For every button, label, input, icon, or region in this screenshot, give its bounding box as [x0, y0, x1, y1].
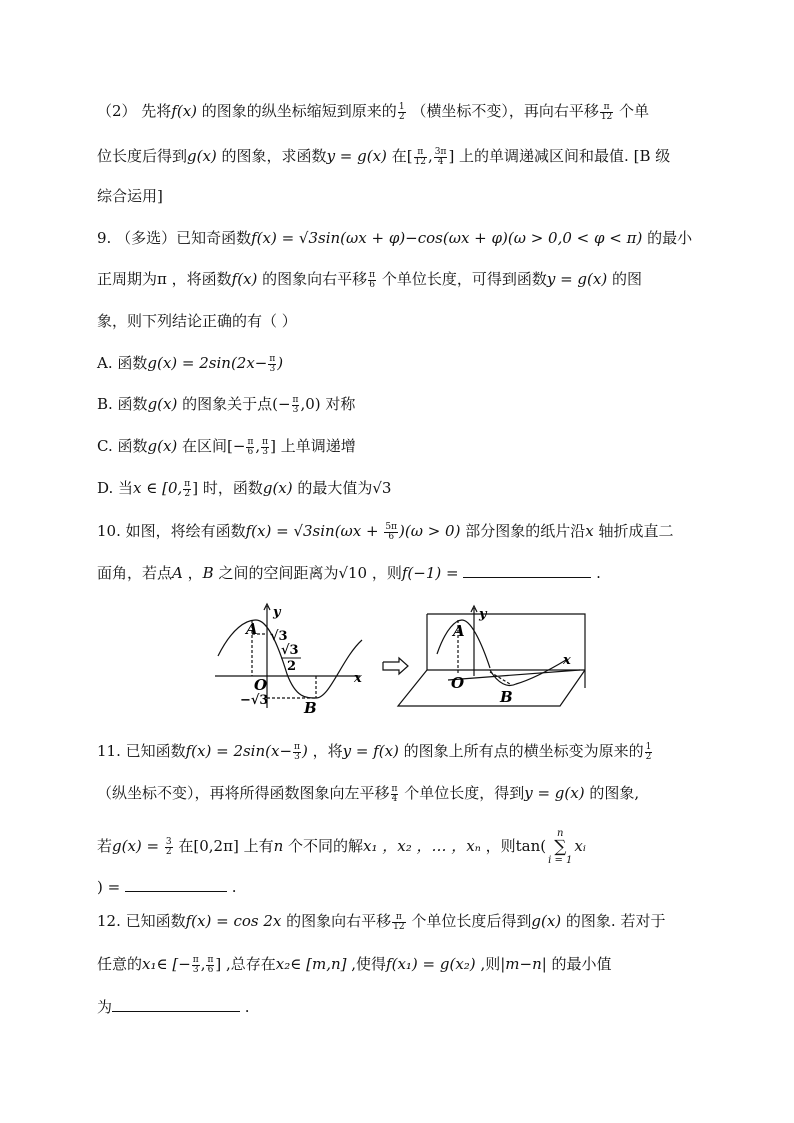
text: ，则tan(	[480, 837, 547, 855]
text: xᵢ	[574, 837, 586, 855]
text: 4	[437, 156, 444, 167]
fraction	[600, 103, 613, 122]
text: C. 函数	[97, 437, 148, 455]
text: （2） 先将	[97, 102, 172, 120]
text: A	[172, 564, 183, 582]
text: g(x)	[531, 912, 562, 930]
text: n	[557, 828, 564, 839]
text: 3	[262, 446, 268, 457]
answer-blank[interactable]	[112, 997, 240, 1012]
fraction	[398, 103, 406, 122]
math-ygx: y = g(x)	[326, 147, 387, 165]
text: .	[240, 998, 250, 1016]
text: 6	[207, 964, 214, 975]
text: π	[262, 436, 269, 447]
text: 10. 如图，将绘有函数	[97, 522, 246, 540]
text: ,	[428, 147, 433, 165]
text: y = f(x)	[342, 742, 399, 760]
q11-line1	[97, 740, 653, 762]
text: 的图象向右平移	[281, 912, 392, 930]
text: 个单位长度，得到	[399, 784, 525, 802]
summation	[548, 828, 572, 866]
q8-part2-line1	[97, 100, 649, 122]
fraction	[293, 743, 301, 762]
text: f(x) = 2sin(x−	[185, 742, 293, 760]
fraction	[391, 785, 399, 804]
text: 6	[388, 531, 395, 542]
text: 3	[192, 964, 199, 975]
text: 的图象的纵坐标缩短到原来的	[197, 102, 397, 120]
fraction	[206, 956, 214, 975]
q9-line2	[97, 268, 642, 290]
q8-part2-line2	[97, 145, 670, 167]
text: 在[0,2π] 上有	[173, 837, 274, 855]
label-A: A	[453, 622, 465, 640]
q9-line1	[97, 227, 692, 249]
text: 1	[398, 101, 405, 112]
fraction	[434, 148, 448, 167]
arrow-icon	[383, 658, 408, 674]
text: ，将	[307, 742, 343, 760]
fraction	[384, 523, 398, 542]
text: ∑	[554, 837, 567, 857]
label-O: O	[254, 676, 268, 694]
text: .	[591, 564, 601, 582]
text: 在区间[−	[177, 437, 246, 455]
fraction	[292, 396, 300, 415]
text: 为	[97, 998, 113, 1016]
text: 面角，若点	[97, 564, 173, 582]
text: 12	[414, 156, 426, 167]
text: ] ,总存在	[215, 955, 276, 973]
label-x: x	[563, 653, 571, 668]
text: ,0) 对称	[300, 395, 356, 413]
q8-part2-line3	[97, 185, 163, 207]
text: 的图	[607, 270, 642, 288]
label-sqrt3: √3	[270, 629, 288, 644]
answer-blank[interactable]	[125, 877, 227, 892]
q12-line2: 任意的x₁∈ [− $\frac{\pi}{3}$ , $\frac{\pi}{6}$ ] ,总存在x₂∈ [m,n] ,使得f(x₁) = g(x₂) ,则|m−n| 的最小值	[97, 954, 612, 975]
text: 11. 已知函数	[97, 742, 186, 760]
text: 3	[165, 836, 172, 847]
text: π	[269, 353, 276, 364]
text: 若	[97, 837, 113, 855]
text: 2	[165, 846, 172, 857]
text: 1	[645, 741, 652, 752]
text: 部分图象的纸片沿	[460, 522, 586, 540]
text: 的图象，求函数	[216, 147, 327, 165]
text: )	[277, 354, 284, 372]
text: 5π	[385, 521, 398, 532]
fraction	[368, 271, 376, 290]
label-neg-sqrt3: −√3	[240, 693, 269, 708]
text: 的图象关于点(−	[177, 395, 291, 413]
label-B: B	[500, 688, 513, 706]
text: ,则	[475, 955, 501, 973]
text: y = g(x)	[524, 784, 585, 802]
q9-line3	[97, 310, 297, 332]
fraction	[246, 438, 254, 457]
text: g(x)	[147, 437, 178, 455]
text: π	[600, 103, 613, 113]
text: 2	[645, 751, 652, 762]
q10-line2	[97, 562, 601, 584]
text: .	[226, 878, 237, 896]
label-B: B	[304, 699, 317, 717]
text: ] 上单调递增	[270, 437, 356, 455]
text: f(x₁) = g(x₂)	[386, 955, 476, 973]
text: 3	[294, 751, 300, 762]
math-ygx: y = g(x)	[546, 270, 608, 288]
text: f(−1) =	[401, 564, 459, 582]
answer-blank[interactable]	[463, 563, 591, 578]
text: ) =	[97, 878, 121, 896]
text: 在[	[386, 147, 413, 165]
text: 的图象,	[584, 784, 640, 802]
text: 3	[292, 404, 299, 415]
question-number: 9. （多选）已知奇函数	[97, 229, 252, 247]
text: B	[202, 564, 214, 582]
text: 综合运用]	[97, 187, 163, 205]
q12-line1	[97, 910, 665, 932]
text: 正周期为π ，将函数	[97, 270, 232, 288]
text: D. 当	[97, 479, 134, 497]
text: ，	[182, 564, 203, 582]
fraction	[261, 438, 269, 457]
q12-line3	[97, 996, 250, 1018]
label-A: A	[246, 620, 258, 638]
text: 2	[184, 488, 191, 499]
text: π	[292, 394, 299, 405]
text: x₂∈ [m,n]	[275, 955, 347, 973]
text: x₁∈ [−	[142, 955, 191, 973]
fraction	[165, 838, 173, 857]
q9-option-b	[97, 393, 355, 415]
text: 3π	[434, 146, 447, 157]
label-sqrt3-half-den: 2	[287, 659, 297, 674]
text: 个不同的解	[283, 837, 364, 855]
text: n	[273, 837, 284, 855]
text: 12. 已知函数	[97, 912, 186, 930]
text: x₁ ，x₂ ，… ，xₙ	[363, 837, 481, 855]
text: g(x)	[262, 479, 293, 497]
q9-option-a	[97, 352, 283, 374]
text: g(x) =	[112, 837, 164, 855]
text: )(ω > 0)	[399, 522, 461, 540]
fraction	[192, 956, 200, 975]
text: 的最大值为√3	[292, 479, 392, 497]
label-sqrt3-half-num: √3	[281, 643, 299, 658]
math-fx: f(x)	[171, 102, 198, 120]
text: A. 函数	[97, 354, 148, 372]
text: （纵坐标不变），再将所得函数图象向左平移	[97, 784, 390, 802]
text: 象，则下列结论正确的有（ ）	[97, 312, 297, 330]
q10-line1	[97, 520, 673, 542]
text: π	[184, 478, 191, 489]
math-expr: f(x) = √3sin(ωx + φ)−cos(ωx + φ)(ω > 0,0 < φ < π)	[251, 229, 643, 247]
fraction	[268, 355, 276, 374]
text: x ∈ [0,	[133, 479, 183, 497]
fraction	[645, 743, 653, 762]
text: ] 时，函数	[192, 479, 263, 497]
q9-option-c: C. 函数g(x) 在区间[− $\frac{\pi}{6}$ , $\frac{\pi}{3}$ ] 上单调递增	[97, 436, 356, 457]
text: 6	[247, 446, 254, 457]
text: 4	[391, 793, 398, 804]
text: 的最小	[642, 229, 693, 247]
text: |m−n|	[500, 955, 547, 973]
text: g(x)	[147, 395, 178, 413]
text: π	[192, 954, 199, 965]
text: )	[301, 742, 308, 760]
text: π	[294, 741, 300, 752]
text: （横坐标不变），再向右平移	[406, 102, 599, 120]
text: 的图象. 若对于	[561, 912, 666, 930]
text: g(x) = 2sin(2x−	[147, 354, 268, 372]
q9-option-d	[97, 477, 391, 499]
text: 个单	[614, 102, 650, 120]
label-y: y	[479, 607, 487, 622]
text: π	[392, 913, 405, 923]
text: π	[391, 783, 398, 794]
text: π	[414, 148, 427, 158]
math-fx: f(x)	[231, 270, 258, 288]
text: π	[369, 269, 376, 280]
text: 个单位长度后得到	[406, 912, 532, 930]
label-x: x	[354, 671, 362, 686]
text: ,使得	[346, 955, 387, 973]
text: 的图象上所有点的横坐标变为原来的	[398, 742, 644, 760]
text: 的图象向右平移	[257, 270, 368, 288]
text: x	[585, 522, 594, 540]
text: 之间的空间距离为√10 ，则	[213, 564, 402, 582]
label-y: y	[273, 605, 281, 620]
q11-line2	[97, 782, 639, 804]
q11-line4	[97, 876, 237, 898]
text: 12	[600, 111, 613, 122]
text: 6	[369, 279, 375, 290]
label-O: O	[451, 674, 465, 692]
fraction	[183, 480, 191, 499]
text: 12	[393, 921, 405, 932]
text: π	[207, 954, 214, 965]
text: 2	[398, 111, 405, 122]
text: 3	[269, 363, 276, 374]
q10-figure	[0, 598, 794, 718]
q11-line3	[97, 828, 586, 866]
fraction	[392, 913, 405, 932]
text: 的最小值	[546, 955, 612, 973]
text: 轴折成直二	[593, 522, 674, 540]
math-gx: g(x)	[187, 147, 217, 165]
text: i = 1	[548, 855, 573, 866]
text: 个单位长度，可得到函数	[377, 270, 547, 288]
fraction	[414, 148, 427, 167]
right-graph	[398, 606, 585, 706]
text: 位长度后得到	[97, 147, 188, 165]
text: π	[247, 436, 254, 447]
text: f(x) = cos 2x	[185, 912, 282, 930]
text: B. 函数	[97, 395, 148, 413]
text: ] 上的单调递减区间和最值. [B 级	[448, 147, 671, 165]
text: 任意的	[97, 955, 143, 973]
text: f(x) = √3sin(ωx +	[245, 522, 384, 540]
